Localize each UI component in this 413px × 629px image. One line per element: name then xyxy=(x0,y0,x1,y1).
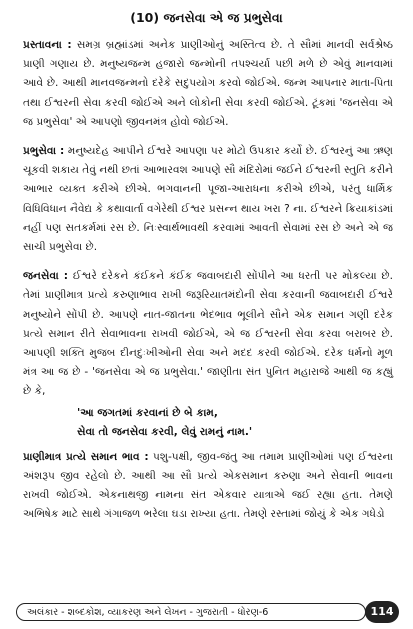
paragraph-text: પશુ-પક્ષી, જીવ-જંતુ આ તમામ પ્રાણીઓમાં પણ ઈશ્વરના અંશરૂપ જીવ રહેલો છે. આથી આ સૌ પ્રત્યે એકસમાન કરુણા અને સેવાની ભાવના રાખવી જોઈએ. એકનાથજી નામના સંત એકવાર યાત્રાએ જઈ રહ્યા હતા. તેમણે અભિષેક માટે સાથે ગંગાજળ ભરેલા ઘડા રાખ્યા હતા. તેમણે રસ્તામાં જોયું કે એક ગધેડો xyxy=(23,450,394,521)
quote-line-1: 'આ જગતમાં કરવાનાં છે બે કામ, xyxy=(77,406,218,419)
page-footer xyxy=(16,603,399,623)
paragraph-heading: પ્રાણીમાત્ર પ્રત્યે સમાન ભાવ : xyxy=(23,450,149,463)
paragraph-introduction xyxy=(23,36,393,132)
paragraph-text: ઈશ્વરે દરેકને કંઈકને કંઈક જવાબદારી સોંપીને આ ધરતી પર મોકલ્યા છે. તેમાં પ્રાણીમાત્ર પ્રત્યે કરુણાભાવ રાખી જરૂરિયાતમંદોની સેવા કરવાની જવાબદારી ઈશ્વરે મનુષ્યોને સોંપી છે. આપણે નાત-જાતના ભેદભાવ ભૂલીને સૌને એક સમાન ગણી દરેક પ્રત્યે સમાન રીતે સેવાભાવના રાખવી જોઈએ, એ જ ઈશ્વરની સેવા કરવા બરાબર છે. આપણી શક્તિ મુજબ દીનદુઃખીઓની સેવા અને મદદ કરવી જોઈએ. દરેક ધર્મનો મૂળ મંત્ર આ જ છે - 'જનસેવા એ જ પ્રભુસેવા.' જાણીતા સંત પુનિત મહારાજે આથી જ કહ્યું છે કે, xyxy=(23,270,393,398)
paragraph-heading: જનસેવા : xyxy=(23,270,69,283)
page-title: (10) જનસેવા એ જ પ્રભુસેવા xyxy=(130,10,283,25)
paragraph-text: સમગ્ર બ્રહ્માંડમાં અનેક પ્રાણીઓનું અસ્તિત્વ છે. તે સૌમાં માનવી સર્વશ્રેષ્ઠ પ્રાણી ગણાય છે. મનુષ્યજન્મ હજારો જન્મોની તપશ્ચર્યા પછી મળે છે એવું માનવામાં આવે છે. આથી માનવજન્મનો દરેકે સદુપયોગ કરવો જોઈએ. જન્મ આપનાર માતા-પિતા તથા ઈશ્વરની સેવા કરવી જોઈએ અને લોકોની સેવા કરવી જોઈએ. ટૂંકમાં 'જનસેવા એ જ પ્રભુસેવા' એ આપણો જીવનમંત્ર હોવો જોઈએ. xyxy=(23,39,393,128)
paragraph-heading: પ્રભુસેવા : xyxy=(23,145,65,158)
paragraph-equality-to-creatures xyxy=(23,448,393,525)
quotation xyxy=(77,404,393,442)
paragraph-heading: પ્રસ્તાવના : xyxy=(23,39,72,51)
paragraph-public-service xyxy=(23,267,393,401)
footer-book-title: અલંકાર - શબ્દકોશ, વ્યાકરણ અને લેખન - ગુજરાતી - ધોરણ-6 xyxy=(16,603,366,621)
essay-body xyxy=(23,36,393,534)
paragraph-text: મનુષ્યદેહ આપીને ઈશ્વરે આપણા પર મોટો ઉપકાર કર્યો છે. ઈશ્વરનું આ ઋણ ચૂકવી શકાય તેવું નથી છતાં આભારવશ આપણે સૌ મંદિરોમાં જઈને ઈશ્વરની સ્તુતિ કરીને આભાર વ્યક્ત કરીએ છીએ. ભગવાનની પૂજા-આરાધના કરીએ છીએ, પરંતુ ધાર્મિક વિધિવિધાન નૈવેદ્ય કે કથાવાર્તા વગેરેથી ઈશ્વર પ્રસન્ન થાય ખરા ? ના. ઈશ્વરને ક્રિયાકાંડમાં નહીં પણ સતકર્મમાં રસ છે. નિઃસ્વાર્થભાવથી કરવામાં આવતી સેવામાં રસ છે અને એ જ સાચી પ્રભુસેવા છે. xyxy=(23,145,393,254)
page-number-badge: 114 xyxy=(365,601,399,623)
quote-line-2: સેવા તો જનસેવા કરવી, લેવું રામનું નામ.' xyxy=(77,425,253,438)
paragraph-service-to-god xyxy=(23,142,393,257)
